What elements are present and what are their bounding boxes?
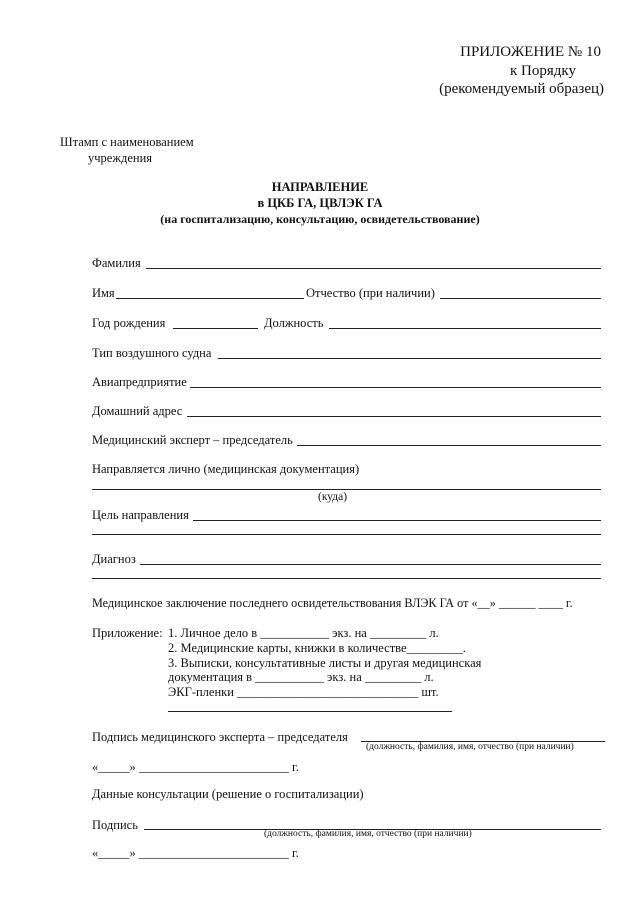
appendix-number: ПРИЛОЖЕНИЕ № 10: [460, 44, 601, 60]
destination-field[interactable]: [92, 489, 601, 490]
surname-label: Фамилия: [92, 256, 141, 270]
purpose-field-cont[interactable]: [92, 534, 601, 535]
sent-personally-label: Направляется лично (медицинская документация): [92, 462, 360, 476]
attachment-item-3: 3. Выписки, консультативные листы и другая медицинская: [168, 656, 482, 670]
attachment-item-3-cont: документация в ___________ экз. на _________ л.: [168, 670, 434, 684]
attachment-ecg: ЭКГ-пленки _____________________________ шт.: [168, 685, 439, 699]
purpose-field[interactable]: [193, 520, 601, 521]
medical-expert-field[interactable]: [297, 445, 601, 446]
airline-label: Авиапредприятие: [92, 375, 187, 389]
attachment-extra-field[interactable]: [168, 711, 452, 712]
consultation-signature-label: Подпись: [92, 818, 138, 832]
conclusion-line: Медицинское заключение последнего освидетельствования ВЛЭК ГА от «__» ______ ____ г.: [92, 596, 573, 610]
attachment-label: Приложение:: [92, 626, 163, 640]
position-label: Должность: [264, 316, 324, 330]
purpose-label: Цель направления: [92, 508, 189, 522]
airline-field[interactable]: [190, 387, 601, 388]
consultation-date: «_____» ________________________ г.: [92, 846, 299, 860]
form-subtitle: в ЦКБ ГА, ЦВЛЭК ГА: [257, 196, 383, 210]
birth-year-label: Год рождения: [92, 316, 166, 330]
name-field[interactable]: [116, 298, 304, 299]
expert-signature-label: Подпись медицинского эксперта – председателя: [92, 730, 348, 744]
stamp-label: Штамп с наименованием: [60, 135, 194, 149]
appendix-order-ref: к Порядку: [510, 63, 576, 79]
destination-caption: (куда): [318, 491, 348, 503]
diagnosis-field[interactable]: [140, 564, 601, 565]
consultation-label: Данные консультации (решение о госпитализации): [92, 787, 364, 801]
diagnosis-label: Диагноз: [92, 552, 136, 566]
attachment-item-1: 1. Личное дело в ___________ экз. на _________ л.: [168, 626, 439, 640]
patronymic-label: Отчество (при наличии): [306, 286, 435, 300]
patronymic-field[interactable]: [440, 298, 601, 299]
surname-field[interactable]: [146, 268, 601, 269]
expert-signature-date: «_____» ________________________ г.: [92, 760, 299, 774]
form-purpose: (на госпитализацию, консультацию, освидетельствование): [160, 212, 480, 226]
stamp-label-cont: учреждения: [88, 151, 153, 165]
aircraft-type-field[interactable]: [218, 358, 601, 359]
name-label: Имя: [92, 286, 115, 300]
medical-expert-label: Медицинский эксперт – председатель: [92, 433, 293, 447]
home-address-field[interactable]: [187, 416, 601, 417]
appendix-sample-note: (рекомендуемый образец): [439, 81, 604, 97]
aircraft-type-label: Тип воздушного судна: [92, 346, 212, 360]
expert-signature-caption: (должность, фамилия, имя, отчество (при наличии): [366, 742, 574, 752]
form-title: НАПРАВЛЕНИЕ: [271, 180, 369, 194]
birth-year-field[interactable]: [173, 328, 258, 329]
home-address-label: Домашний адрес: [92, 404, 183, 418]
attachment-item-2: 2. Медицинские карты, книжки в количестве_________.: [168, 641, 466, 655]
consultation-signature-caption: (должность, фамилия, имя, отчество (при наличии): [264, 829, 472, 839]
position-field[interactable]: [329, 328, 601, 329]
diagnosis-field-cont[interactable]: [92, 578, 601, 579]
